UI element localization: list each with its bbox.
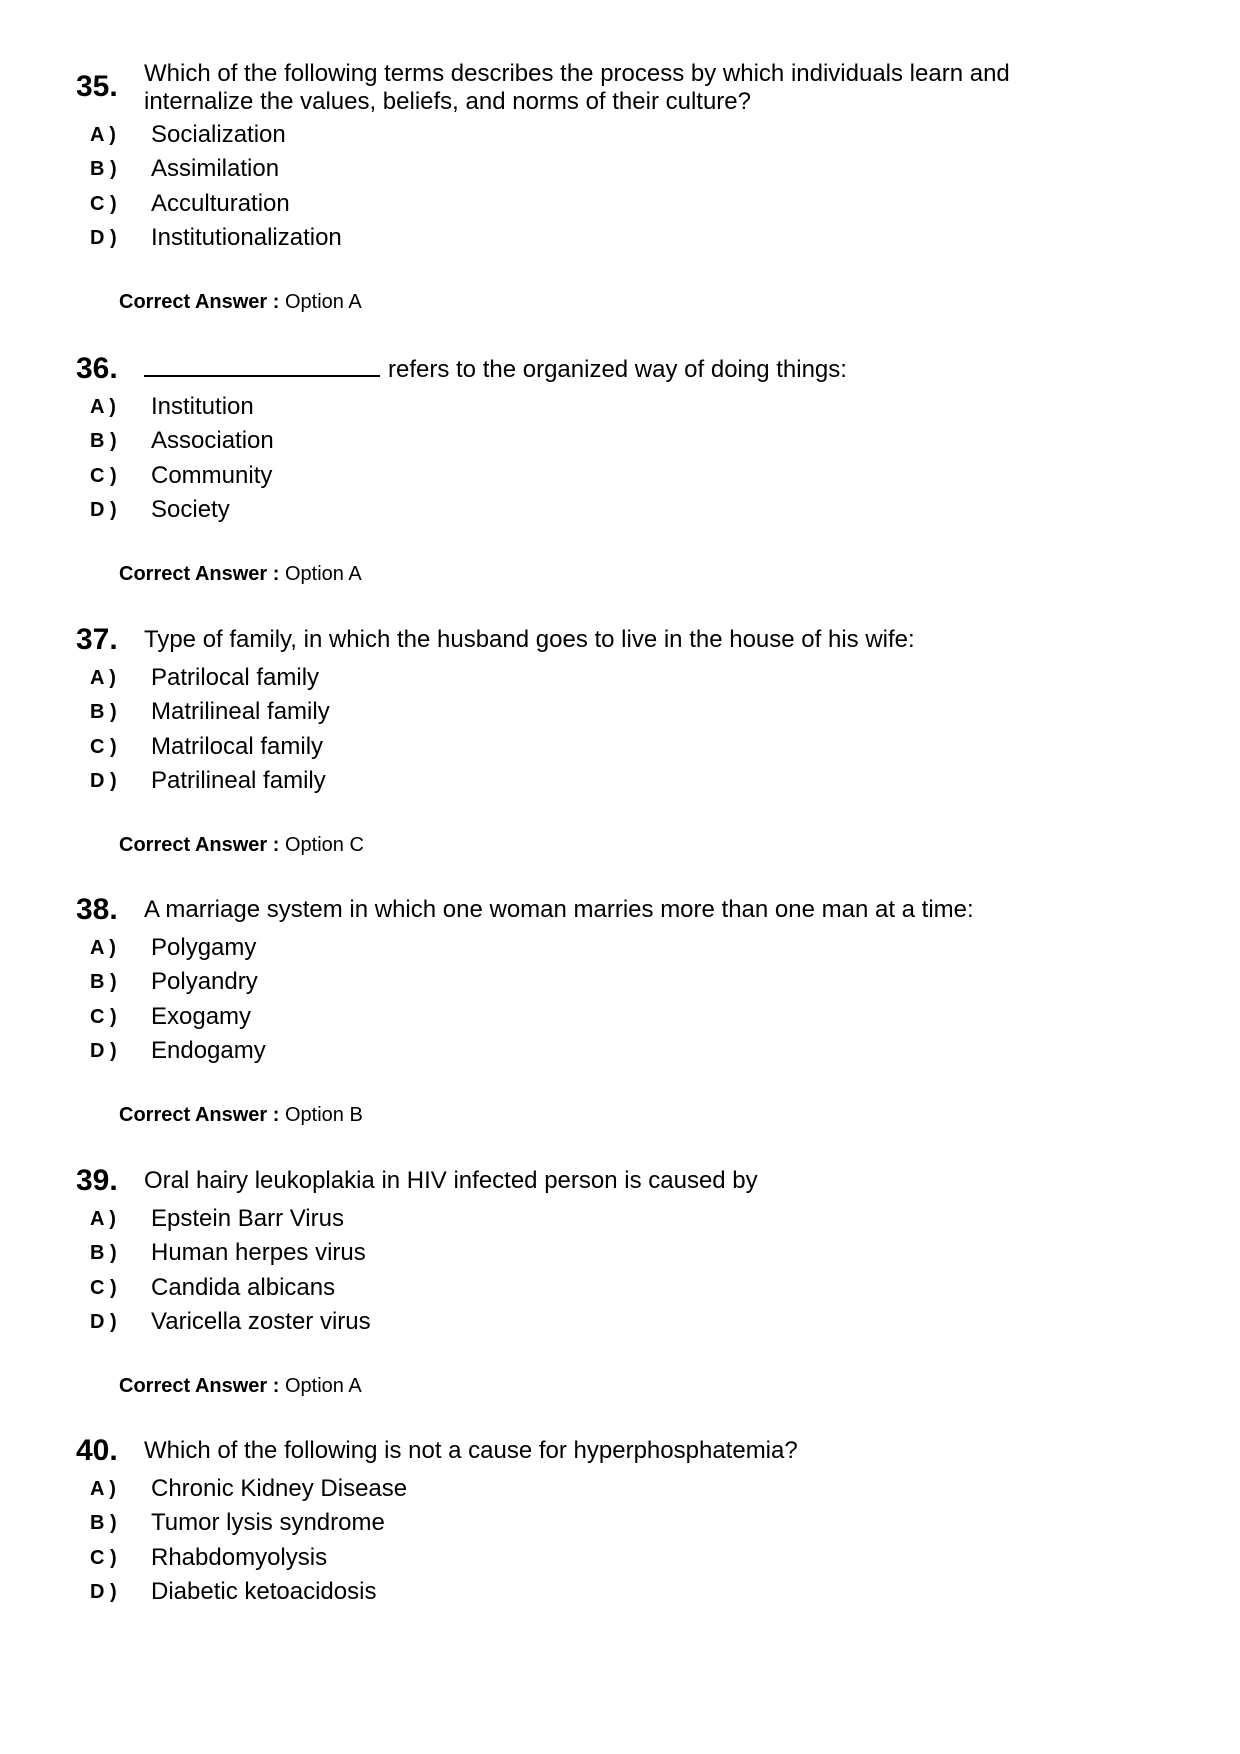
option-letter: B ) bbox=[90, 158, 117, 180]
option-d bbox=[0, 1034, 1240, 1068]
option-b bbox=[0, 424, 1240, 458]
correct-answer-label: Correct Answer : bbox=[119, 563, 280, 585]
correct-answer-label: Correct Answer : bbox=[119, 1375, 280, 1397]
option-text: Tumor lysis syndrome bbox=[151, 1509, 385, 1536]
option-letter: C ) bbox=[90, 193, 117, 215]
option-c bbox=[0, 459, 1240, 493]
question-text: Oral hairy leukoplakia in HIV infected person is caused by bbox=[144, 1167, 758, 1194]
correct-answer-value: Option A bbox=[284, 291, 362, 313]
option-text: Diabetic ketoacidosis bbox=[151, 1578, 377, 1605]
option-letter: D ) bbox=[90, 1311, 117, 1333]
option-d bbox=[0, 764, 1240, 798]
option-text: Patrilineal family bbox=[151, 767, 326, 794]
option-text: Polyandry bbox=[151, 968, 258, 995]
option-text: Association bbox=[151, 427, 274, 454]
option-text: Assimilation bbox=[151, 155, 280, 182]
fill-in-blank bbox=[144, 355, 380, 377]
option-letter: D ) bbox=[90, 499, 117, 521]
option-letter: A ) bbox=[90, 396, 116, 418]
option-d bbox=[0, 1575, 1240, 1609]
option-letter: A ) bbox=[90, 937, 116, 959]
correct-answer bbox=[119, 832, 364, 858]
option-c bbox=[0, 730, 1240, 764]
question-number: 36. bbox=[76, 352, 118, 385]
option-text: Endogamy bbox=[151, 1037, 266, 1064]
option-d bbox=[0, 493, 1240, 527]
correct-answer bbox=[119, 1102, 363, 1128]
option-c bbox=[0, 1541, 1240, 1575]
question-number: 40. bbox=[76, 1434, 118, 1467]
correct-answer-label: Correct Answer : bbox=[119, 1104, 280, 1126]
option-d bbox=[0, 1305, 1240, 1339]
correct-answer-value: Option A bbox=[284, 563, 362, 585]
option-text: Socialization bbox=[151, 121, 286, 148]
option-b bbox=[0, 152, 1240, 186]
option-text: Chronic Kidney Disease bbox=[151, 1475, 408, 1502]
option-letter: A ) bbox=[90, 1208, 116, 1230]
option-letter: B ) bbox=[90, 1512, 117, 1534]
question-text: A marriage system in which one woman marries more than one man at a time: bbox=[144, 896, 974, 923]
option-text: Epstein Barr Virus bbox=[151, 1205, 344, 1232]
option-a bbox=[0, 1202, 1240, 1236]
option-letter: D ) bbox=[90, 1040, 117, 1062]
option-letter: D ) bbox=[90, 1581, 117, 1603]
option-a bbox=[0, 931, 1240, 965]
question-number: 35. bbox=[76, 70, 118, 103]
question-number: 39. bbox=[76, 1164, 118, 1197]
option-letter: C ) bbox=[90, 1006, 117, 1028]
option-c bbox=[0, 187, 1240, 221]
option-letter: D ) bbox=[90, 227, 117, 249]
option-a bbox=[0, 390, 1240, 424]
option-text: Community bbox=[151, 462, 273, 489]
question-text-content: refers to the organized way of doing things: bbox=[388, 356, 847, 383]
correct-answer-value: Option C bbox=[284, 834, 364, 856]
option-c bbox=[0, 1000, 1240, 1034]
question-number: 38. bbox=[76, 893, 118, 926]
option-text: Institution bbox=[151, 393, 254, 420]
option-text: Matrilineal family bbox=[151, 698, 330, 725]
question-text: Type of family, in which the husband goes to live in the house of his wife: bbox=[144, 626, 915, 653]
correct-answer bbox=[119, 1373, 362, 1399]
question-text: Which of the following is not a cause for hyperphosphatemia? bbox=[144, 1437, 798, 1464]
correct-answer-label: Correct Answer : bbox=[119, 291, 280, 313]
option-b bbox=[0, 1236, 1240, 1270]
option-a bbox=[0, 1472, 1240, 1506]
option-text: Patrilocal family bbox=[151, 664, 320, 691]
option-text: Exogamy bbox=[151, 1003, 252, 1030]
correct-answer-label: Correct Answer : bbox=[119, 834, 280, 856]
option-letter: B ) bbox=[90, 701, 117, 723]
option-text: Rhabdomyolysis bbox=[151, 1544, 328, 1571]
option-b bbox=[0, 965, 1240, 999]
option-letter: C ) bbox=[90, 1547, 117, 1569]
question-text bbox=[144, 355, 1104, 384]
option-text: Varicella zoster virus bbox=[151, 1308, 371, 1335]
option-text: Institutionalization bbox=[151, 224, 342, 251]
correct-answer-value: Option A bbox=[284, 1375, 362, 1397]
option-letter: C ) bbox=[90, 736, 117, 758]
correct-answer bbox=[119, 289, 362, 315]
correct-answer bbox=[119, 561, 362, 587]
question-number: 37. bbox=[76, 623, 118, 656]
option-letter: B ) bbox=[90, 1242, 117, 1264]
option-letter: C ) bbox=[90, 1277, 117, 1299]
option-letter: A ) bbox=[90, 667, 116, 689]
option-letter: B ) bbox=[90, 971, 117, 993]
option-d bbox=[0, 221, 1240, 255]
option-text: Polygamy bbox=[151, 934, 257, 961]
option-text: Society bbox=[151, 496, 230, 523]
option-a bbox=[0, 118, 1240, 152]
option-c bbox=[0, 1271, 1240, 1305]
option-text: Acculturation bbox=[151, 190, 290, 217]
option-letter: D ) bbox=[90, 770, 117, 792]
option-text: Candida albicans bbox=[151, 1274, 336, 1301]
option-a bbox=[0, 661, 1240, 695]
option-text: Matrilocal family bbox=[151, 733, 324, 760]
option-b bbox=[0, 1506, 1240, 1540]
correct-answer-value: Option B bbox=[284, 1104, 363, 1126]
option-text: Human herpes virus bbox=[151, 1239, 366, 1266]
option-b bbox=[0, 695, 1240, 729]
option-letter: C ) bbox=[90, 465, 117, 487]
option-letter: A ) bbox=[90, 1478, 116, 1500]
option-letter: B ) bbox=[90, 430, 117, 452]
question-text: Which of the following terms describes the process by which individuals learn and internalize the values, beliefs, and norms of their culture? bbox=[144, 60, 1010, 115]
option-letter: A ) bbox=[90, 124, 116, 146]
